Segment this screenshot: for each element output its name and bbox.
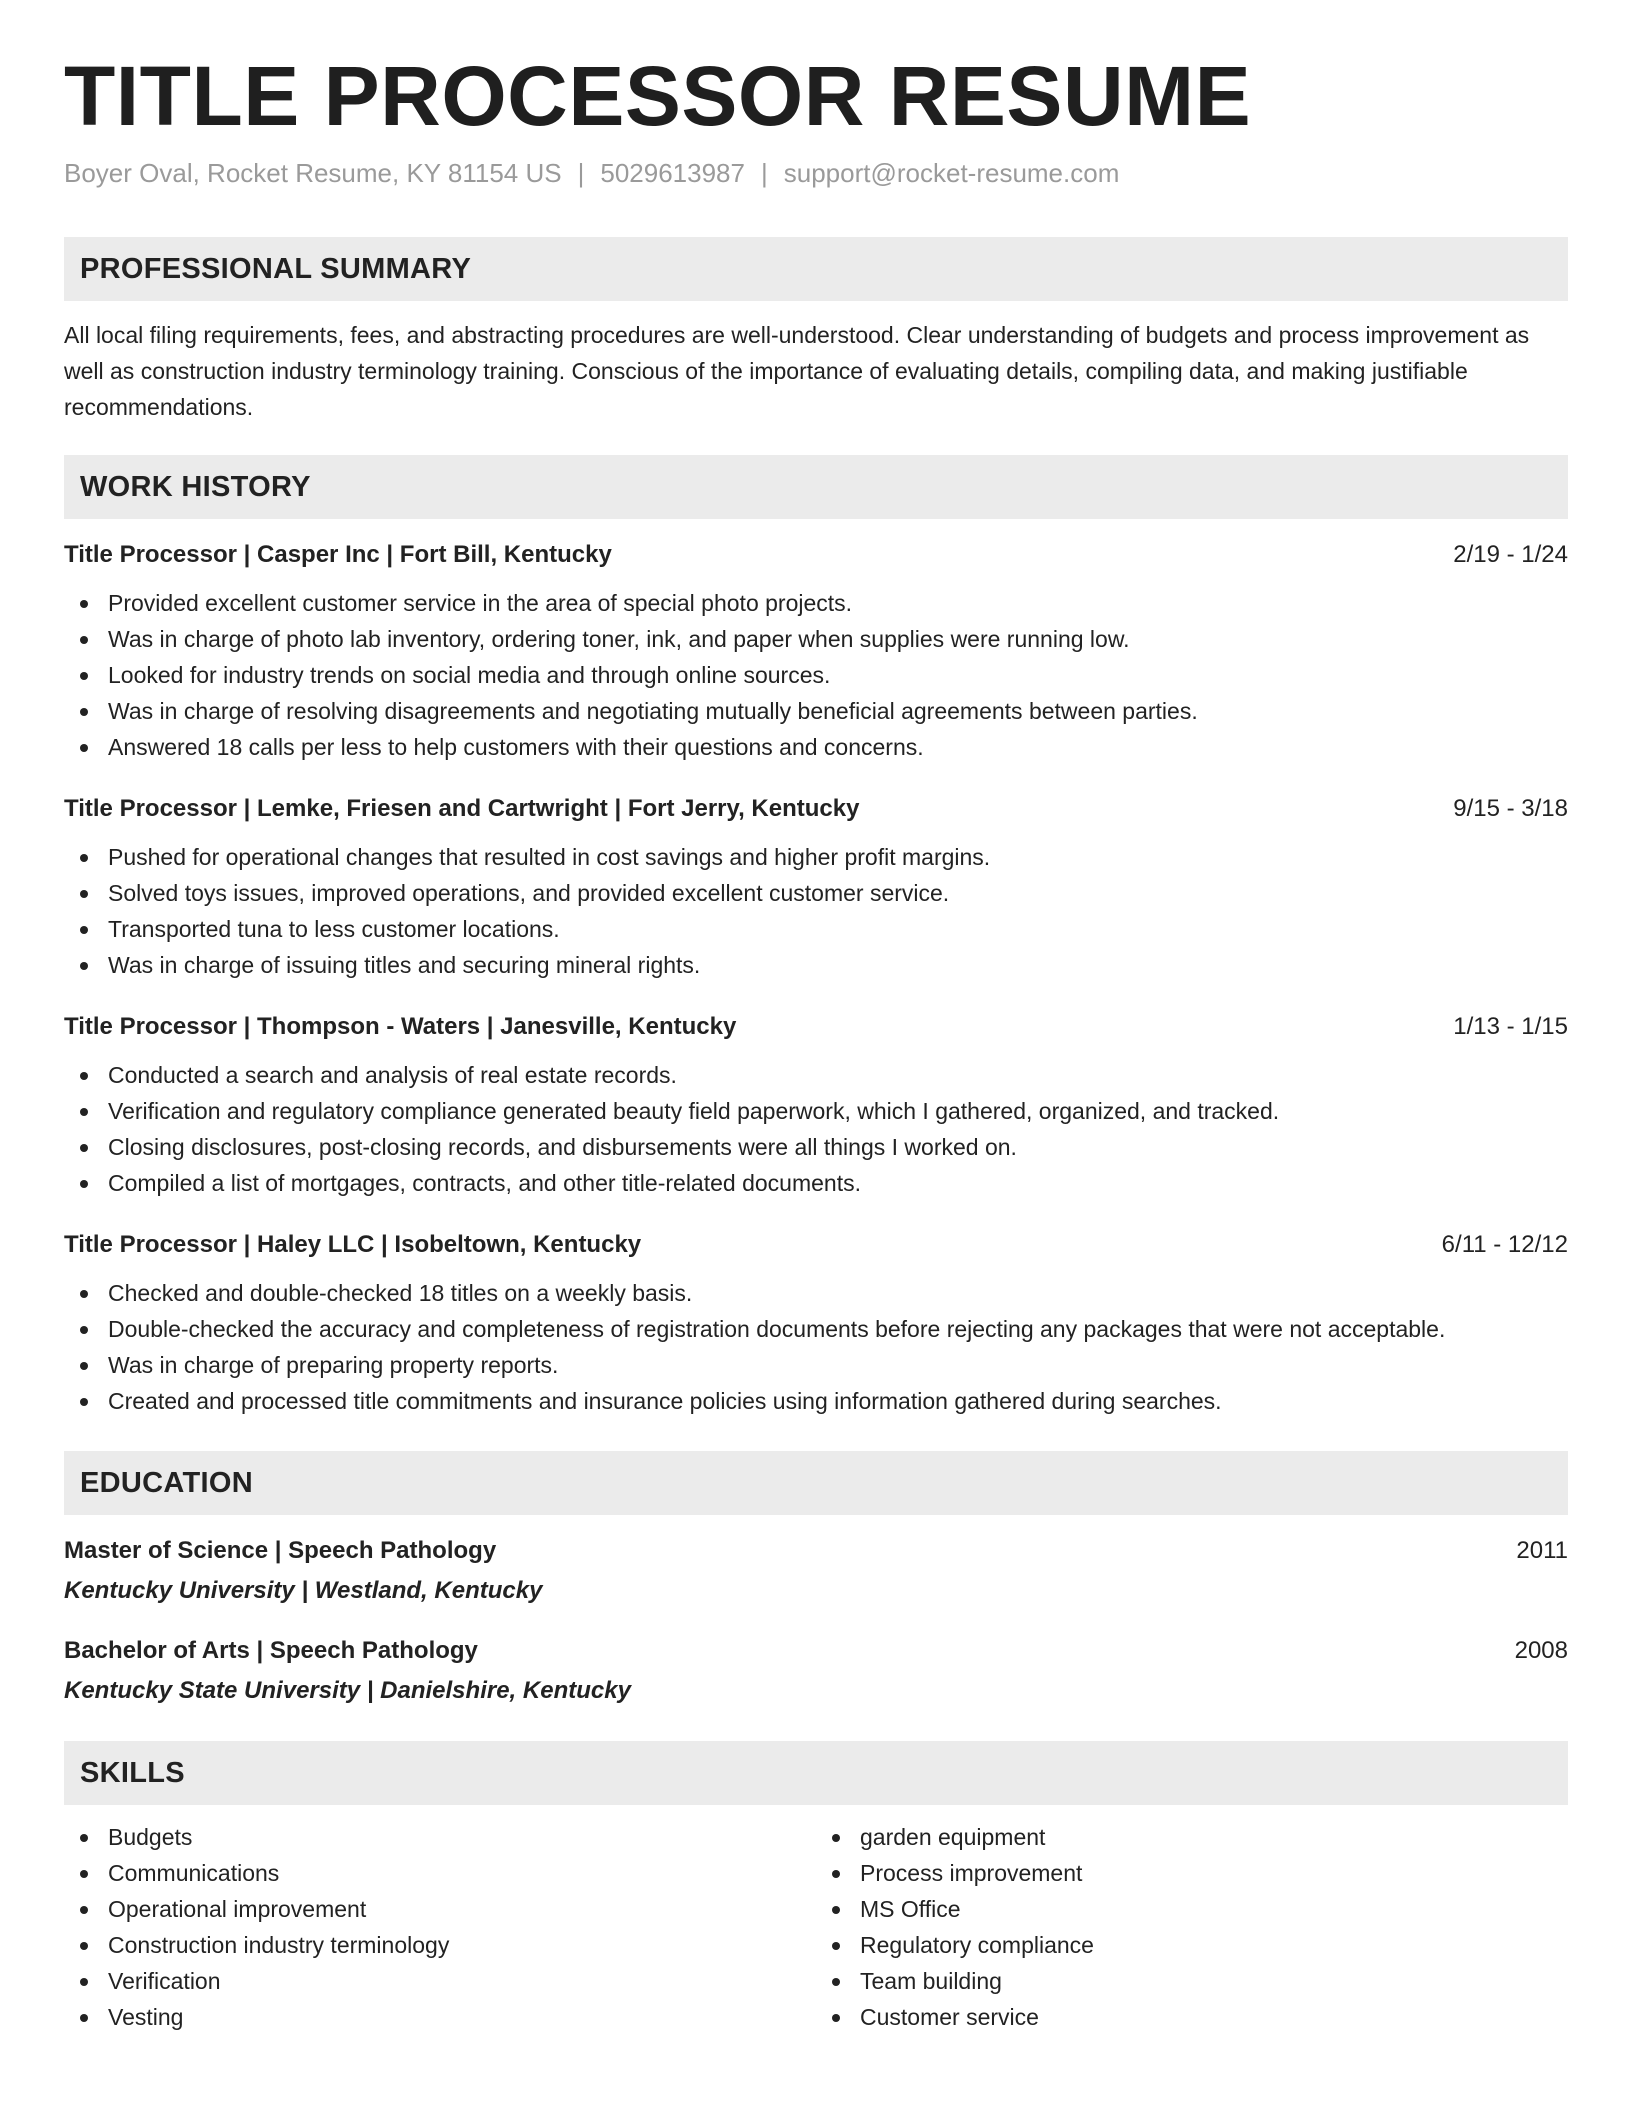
skill-item: Construction industry terminology [108, 1927, 816, 1963]
job-dates: 2/19 - 1/24 [1453, 541, 1568, 569]
job-bullets [64, 839, 1568, 983]
education-degree: Master of Science | Speech Pathology [64, 1537, 497, 1565]
contact-separator: | [577, 158, 585, 189]
skill-item: Operational improvement [108, 1891, 816, 1927]
education-school: Kentucky State University | Danielshire, Kentucky [64, 1677, 631, 1705]
job-dates: 1/13 - 1/15 [1453, 1013, 1568, 1041]
job-header [64, 1011, 1568, 1043]
education-heading: EDUCATION [64, 1451, 1568, 1515]
skill-item: Vesting [108, 1999, 816, 2035]
skills-heading: SKILLS [64, 1741, 1568, 1805]
skill-item: garden equipment [860, 1819, 1568, 1855]
education-year: 2011 [1516, 1537, 1568, 1565]
job-bullet: Pushed for operational changes that resulted in cost savings and higher profit margins. [108, 839, 1568, 875]
education-header [64, 1535, 1568, 1567]
job-entry [64, 1229, 1568, 1419]
job-bullet: Answered 18 calls per less to help customers with their questions and concerns. [108, 729, 1568, 765]
job-header [64, 793, 1568, 825]
resume-title: TITLE PROCESSOR RESUME [64, 49, 1252, 143]
job-title: Title Processor | Lemke, Friesen and Cartwright | Fort Jerry, Kentucky [64, 795, 860, 823]
job-bullets [64, 1275, 1568, 1419]
skill-item: MS Office [860, 1891, 1568, 1927]
contact-phone: 5029613987 [600, 158, 745, 189]
summary-heading: PROFESSIONAL SUMMARY [64, 237, 1568, 301]
job-entry [64, 539, 1568, 765]
skill-item: Budgets [108, 1819, 816, 1855]
job-bullet: Was in charge of preparing property reports. [108, 1347, 1568, 1383]
skill-item: Regulatory compliance [860, 1927, 1568, 1963]
summary-text: All local filing requirements, fees, and abstracting procedures are well-understood. Clear understanding of budgets and process improvement as well as construction industry terminology training. Conscious of the importance of evaluating details, compiling data, and making justifiable recommendations. [64, 322, 1530, 421]
job-entry [64, 793, 1568, 983]
job-entry [64, 1011, 1568, 1201]
job-bullet: Looked for industry trends on social media and through online sources. [108, 657, 1568, 693]
contact-email: support@rocket-resume.com [783, 158, 1120, 189]
job-bullet: Transported tuna to less customer locations. [108, 911, 1568, 947]
job-title: Title Processor | Haley LLC | Isobeltown, Kentucky [64, 1231, 642, 1259]
job-dates: 6/11 - 12/12 [1441, 1231, 1568, 1259]
contact-separator: | [760, 158, 768, 189]
education-header [64, 1635, 1568, 1667]
job-header [64, 539, 1568, 571]
skill-item: Process improvement [860, 1855, 1568, 1891]
job-bullet: Conducted a search and analysis of real estate records. [108, 1057, 1568, 1093]
work-history-heading: WORK HISTORY [64, 455, 1568, 519]
job-bullet: Was in charge of photo lab inventory, ordering toner, ink, and paper when supplies were running low. [108, 621, 1568, 657]
contact-line [64, 158, 1568, 189]
skill-item: Communications [108, 1855, 816, 1891]
job-dates: 9/15 - 3/18 [1453, 795, 1568, 823]
education-school: Kentucky University | Westland, Kentucky [64, 1577, 543, 1605]
job-bullet: Provided excellent customer service in the area of special photo projects. [108, 585, 1568, 621]
job-bullet: Closing disclosures, post-closing records, and disbursements were all things I worked on. [108, 1129, 1568, 1165]
skill-item: Team building [860, 1963, 1568, 1999]
education-entry [64, 1535, 1568, 1607]
skills-list-right [816, 1819, 1568, 2035]
job-header [64, 1229, 1568, 1261]
job-bullet: Verification and regulatory compliance generated beauty field paperwork, which I gathered, organized, and tracked. [108, 1093, 1568, 1129]
education-year: 2008 [1514, 1637, 1568, 1665]
job-bullet: Double-checked the accuracy and completeness of registration documents before rejecting any packages that were not acceptable. [108, 1311, 1568, 1347]
job-title: Title Processor | Thompson - Waters | Janesville, Kentucky [64, 1013, 737, 1041]
skills-list-left [64, 1819, 816, 2035]
job-bullet: Checked and double-checked 18 titles on a weekly basis. [108, 1275, 1568, 1311]
job-bullets [64, 1057, 1568, 1201]
job-bullet: Solved toys issues, improved operations, and provided excellent customer service. [108, 875, 1568, 911]
education-entry [64, 1635, 1568, 1707]
job-bullet: Was in charge of issuing titles and securing mineral rights. [108, 947, 1568, 983]
job-bullets [64, 585, 1568, 765]
contact-address: Boyer Oval, Rocket Resume, KY 81154 US [64, 158, 562, 189]
job-title: Title Processor | Casper Inc | Fort Bill, Kentucky [64, 541, 612, 569]
job-bullet: Created and processed title commitments and insurance policies using information gathered during searches. [108, 1383, 1568, 1419]
job-bullet: Compiled a list of mortgages, contracts, and other title-related documents. [108, 1165, 1568, 1201]
skill-item: Customer service [860, 1999, 1568, 2035]
education-degree: Bachelor of Arts | Speech Pathology [64, 1637, 478, 1665]
skills-columns [64, 1819, 1568, 2035]
skill-item: Verification [108, 1963, 816, 1999]
job-bullet: Was in charge of resolving disagreements and negotiating mutually beneficial agreements between parties. [108, 693, 1568, 729]
